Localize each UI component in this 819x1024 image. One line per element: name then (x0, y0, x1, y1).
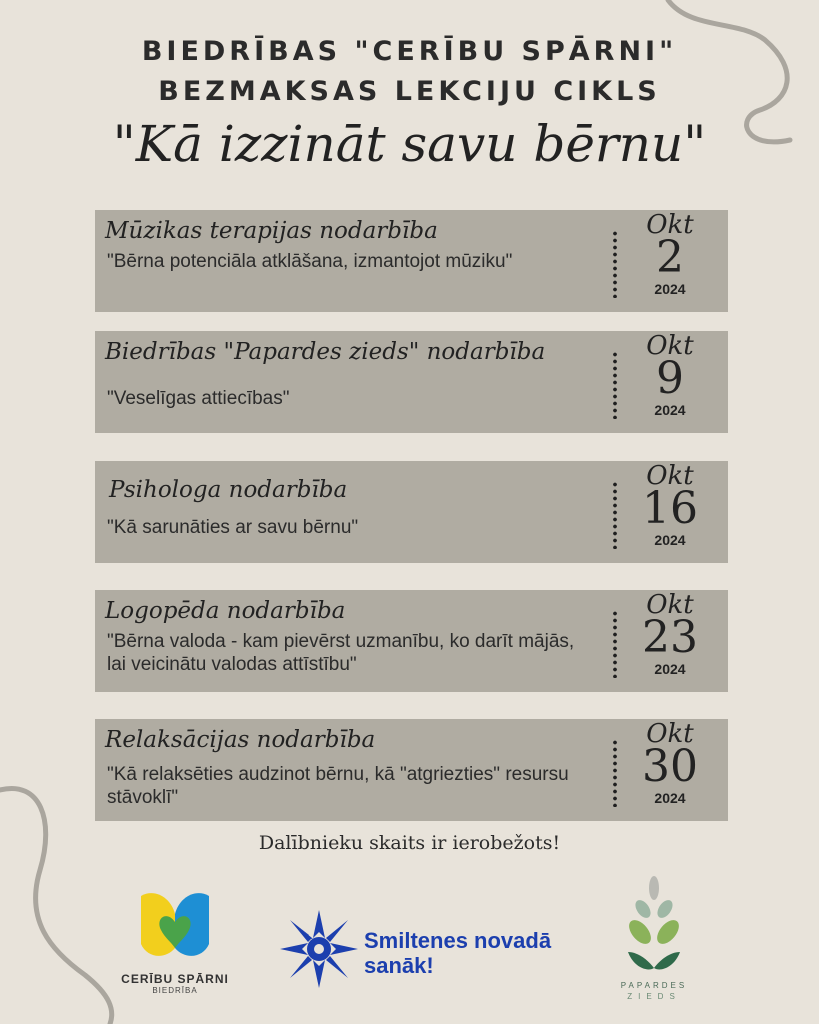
event-title: Mūzikas terapijas nodarbība (105, 218, 438, 244)
event-date (630, 210, 710, 298)
dotted-divider (613, 610, 617, 678)
plant-leaves-icon (624, 876, 684, 976)
event-date (630, 590, 710, 678)
dotted-divider (613, 481, 617, 549)
ceribu-sparni-logo (120, 888, 230, 995)
event-description: "Bērna potenciāla atklāšana, izmantojot mūziku" (107, 251, 513, 272)
ceribu-logo-name: CERĪBU SPĀRNI (121, 972, 229, 986)
event-card (95, 461, 728, 563)
date-year: 2024 (654, 532, 686, 548)
event-description: "Kā sarunāties ar savu bērnu" (107, 517, 359, 538)
smiltene-logo (278, 908, 578, 994)
event-date (630, 461, 710, 549)
participants-notice: Dalībnieku skaits ir ierobežots! (258, 832, 561, 854)
date-year: 2024 (654, 661, 686, 677)
event-title: Biedrības "Papardes zieds" nodarbība (105, 339, 546, 365)
papardes-logo-sub: ZIEDS (627, 992, 681, 1001)
date-month: Okt (646, 331, 694, 361)
header (0, 32, 819, 174)
date-day: 30 (642, 741, 698, 792)
date-day: 23 (642, 612, 698, 663)
event-title: Logopēda nodarbība (105, 598, 346, 624)
papardes-logo-name: PAPARDES (620, 981, 688, 990)
cornflower-icon (278, 908, 360, 990)
ceribu-logo-sub: BIEDRĪBA (152, 986, 198, 995)
event-title: Psihologa nodarbība (109, 477, 348, 503)
date-month: Okt (646, 719, 694, 749)
event-date (630, 719, 710, 807)
event-description: "Veselīgas attiecības" (107, 388, 290, 409)
event-card (95, 210, 728, 312)
dotted-divider (613, 351, 617, 419)
date-month: Okt (646, 461, 694, 491)
event-description: "Bērna valoda - kam pievērst uzmanību, ko darīt mājās, lai veicinātu valodas attīstību" (107, 631, 575, 675)
wings-heart-icon (135, 888, 215, 966)
event-title: Relaksācijas nodarbība (105, 727, 376, 753)
dotted-divider (613, 230, 617, 298)
event-card (95, 719, 728, 821)
series-title: "Kā izzināt savu bērnu" (112, 115, 707, 173)
header-line-2: BEZMAKSAS LEKCIJU CIKLS (158, 76, 661, 107)
date-day: 16 (642, 483, 698, 534)
header-line-1: BIEDRĪBAS "CERĪBU SPĀRNI" (141, 36, 678, 67)
date-year: 2024 (654, 790, 686, 806)
event-card (95, 331, 728, 433)
event-date (630, 331, 710, 419)
papardes-zieds-logo (612, 876, 696, 1002)
date-year: 2024 (654, 281, 686, 297)
date-day: 2 (656, 232, 684, 283)
dotted-divider (613, 739, 617, 807)
smiltene-line-2: sanāk! (364, 953, 434, 978)
smiltene-logo-text (364, 928, 551, 978)
date-month: Okt (646, 590, 694, 620)
smiltene-line-1: Smiltenes novadā (364, 928, 552, 953)
event-card (95, 590, 728, 692)
event-description: "Kā relaksēties audzinot bērnu, kā "atgriezties" resursu stāvoklī" (107, 764, 569, 808)
date-month: Okt (646, 210, 694, 240)
date-year: 2024 (654, 402, 686, 418)
date-day: 9 (656, 353, 684, 404)
